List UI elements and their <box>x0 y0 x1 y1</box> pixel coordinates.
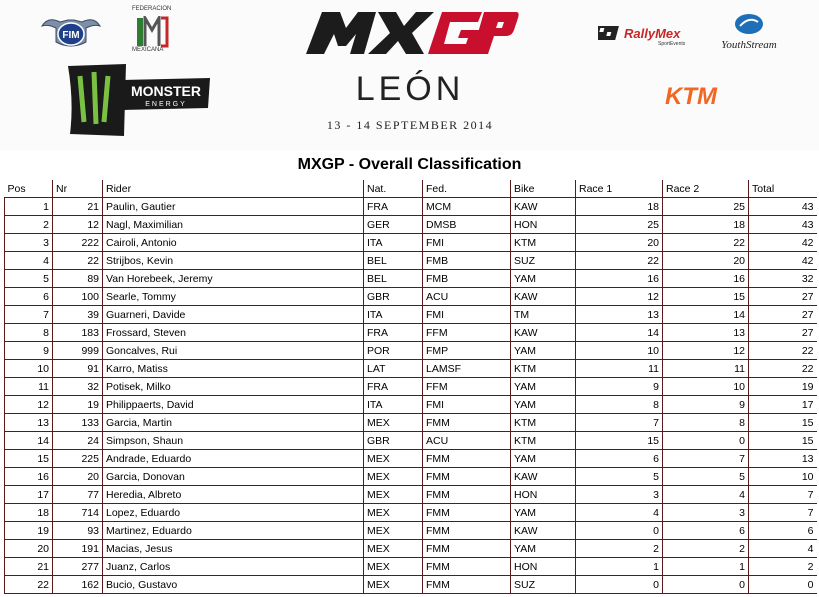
cell-pos: 19 <box>5 522 53 540</box>
page-title: MXGP - Overall Classification <box>297 156 522 173</box>
cell-total: 15 <box>749 432 817 450</box>
cell-rider: Strijbos, Kevin <box>103 252 364 270</box>
column-header-rider: Rider <box>103 180 364 198</box>
cell-total: 7 <box>749 486 817 504</box>
cell-race1: 13 <box>576 306 663 324</box>
cell-nat: GER <box>364 216 423 234</box>
cell-rider: Lopez, Eduardo <box>103 504 364 522</box>
cell-bike: YAM <box>511 504 576 522</box>
column-header-total: Total <box>749 180 817 198</box>
monster-logo-text: MONSTER <box>131 83 201 99</box>
cell-race2: 13 <box>663 324 749 342</box>
cell-race1: 10 <box>576 342 663 360</box>
cell-rider: Macias, Jesus <box>103 540 364 558</box>
cell-nr: 162 <box>53 576 103 594</box>
cell-rider: Searle, Tommy <box>103 288 364 306</box>
cell-race2: 12 <box>663 342 749 360</box>
cell-pos: 10 <box>5 360 53 378</box>
cell-pos: 2 <box>5 216 53 234</box>
ktm-logo <box>654 82 728 108</box>
cell-pos: 5 <box>5 270 53 288</box>
column-header-race2: Race 2 <box>663 180 749 198</box>
cell-race1: 18 <box>576 198 663 216</box>
cell-nr: 77 <box>53 486 103 504</box>
cell-rider: Garcia, Martin <box>103 414 364 432</box>
table-row <box>5 198 817 216</box>
cell-fed: MCM <box>423 198 511 216</box>
cell-fed: FMM <box>423 504 511 522</box>
cell-nat: POR <box>364 342 423 360</box>
cell-race1: 16 <box>576 270 663 288</box>
cell-total: 42 <box>749 252 817 270</box>
cell-total: 13 <box>749 450 817 468</box>
cell-nr: 183 <box>53 324 103 342</box>
cell-rider: Van Horebeek, Jeremy <box>103 270 364 288</box>
cell-fed: FMM <box>423 486 511 504</box>
cell-bike: YAM <box>511 450 576 468</box>
column-header-race1: Race 1 <box>576 180 663 198</box>
table-header-row <box>5 180 817 198</box>
cell-rider: Potisek, Milko <box>103 378 364 396</box>
fmm-logo <box>132 6 172 52</box>
cell-nat: LAT <box>364 360 423 378</box>
table-row <box>5 288 817 306</box>
cell-fed: FMB <box>423 270 511 288</box>
table-row <box>5 558 817 576</box>
cell-bike: KAW <box>511 288 576 306</box>
table-row <box>5 342 817 360</box>
cell-rider: Karro, Matiss <box>103 360 364 378</box>
cell-fed: FMM <box>423 540 511 558</box>
table-row <box>5 396 817 414</box>
cell-pos: 11 <box>5 378 53 396</box>
cell-race1: 5 <box>576 468 663 486</box>
cell-rider: Andrade, Eduardo <box>103 450 364 468</box>
cell-race1: 14 <box>576 324 663 342</box>
cell-race2: 10 <box>663 378 749 396</box>
cell-fed: FMI <box>423 306 511 324</box>
cell-pos: 21 <box>5 558 53 576</box>
table-row <box>5 576 817 594</box>
cell-bike: TM <box>511 306 576 324</box>
cell-race2: 8 <box>663 414 749 432</box>
cell-bike: KAW <box>511 198 576 216</box>
youthstream-logo-text: YouthStream <box>721 39 777 51</box>
rallymex-logo-sub: SportEvents <box>658 41 686 46</box>
cell-total: 10 <box>749 468 817 486</box>
monster-energy-logo <box>66 62 212 138</box>
table-row <box>5 360 817 378</box>
cell-bike: HON <box>511 486 576 504</box>
cell-pos: 3 <box>5 234 53 252</box>
cell-nat: MEX <box>364 522 423 540</box>
table-row <box>5 306 817 324</box>
cell-fed: FMM <box>423 468 511 486</box>
cell-total: 43 <box>749 216 817 234</box>
table-row <box>5 414 817 432</box>
cell-race1: 7 <box>576 414 663 432</box>
table-row <box>5 504 817 522</box>
cell-nat: MEX <box>364 468 423 486</box>
cell-race1: 1 <box>576 558 663 576</box>
cell-rider: Frossard, Steven <box>103 324 364 342</box>
column-header-nat: Nat. <box>364 180 423 198</box>
cell-race2: 2 <box>663 540 749 558</box>
monster-logo-sub: ENERGY <box>145 101 187 108</box>
cell-pos: 17 <box>5 486 53 504</box>
cell-nr: 21 <box>53 198 103 216</box>
cell-pos: 4 <box>5 252 53 270</box>
cell-nat: GBR <box>364 288 423 306</box>
cell-nat: MEX <box>364 576 423 594</box>
cell-race2: 0 <box>663 576 749 594</box>
cell-pos: 13 <box>5 414 53 432</box>
cell-rider: Philippaerts, David <box>103 396 364 414</box>
cell-rider: Simpson, Shaun <box>103 432 364 450</box>
cell-rider: Paulin, Gautier <box>103 198 364 216</box>
cell-nat: ITA <box>364 234 423 252</box>
cell-nr: 89 <box>53 270 103 288</box>
cell-pos: 22 <box>5 576 53 594</box>
cell-total: 7 <box>749 504 817 522</box>
cell-total: 27 <box>749 288 817 306</box>
cell-bike: YAM <box>511 378 576 396</box>
cell-nat: MEX <box>364 540 423 558</box>
fim-logo <box>40 14 102 50</box>
cell-nr: 19 <box>53 396 103 414</box>
cell-total: 19 <box>749 378 817 396</box>
rallymex-logo <box>598 22 694 46</box>
cell-nat: MEX <box>364 486 423 504</box>
table-row <box>5 540 817 558</box>
table-row <box>5 216 817 234</box>
cell-race2: 18 <box>663 216 749 234</box>
cell-race2: 1 <box>663 558 749 576</box>
cell-race1: 11 <box>576 360 663 378</box>
cell-race1: 12 <box>576 288 663 306</box>
ktm-logo-text: KTM <box>665 83 717 108</box>
cell-total: 43 <box>749 198 817 216</box>
table-row <box>5 324 817 342</box>
cell-total: 0 <box>749 576 817 594</box>
fmm-logo-top-text: FEDERACION <box>132 6 172 12</box>
cell-pos: 9 <box>5 342 53 360</box>
event-name: LEÓN <box>355 70 465 108</box>
cell-race2: 11 <box>663 360 749 378</box>
cell-bike: KTM <box>511 432 576 450</box>
cell-rider: Goncalves, Rui <box>103 342 364 360</box>
cell-race2: 22 <box>663 234 749 252</box>
cell-nr: 93 <box>53 522 103 540</box>
cell-pos: 16 <box>5 468 53 486</box>
cell-bike: KAW <box>511 468 576 486</box>
cell-race1: 6 <box>576 450 663 468</box>
rallymex-logo-text: RallyMex <box>624 26 681 41</box>
cell-race1: 20 <box>576 234 663 252</box>
cell-pos: 6 <box>5 288 53 306</box>
cell-race1: 3 <box>576 486 663 504</box>
cell-fed: FMI <box>423 234 511 252</box>
table-row <box>5 522 817 540</box>
cell-nat: MEX <box>364 414 423 432</box>
cell-rider: Garcia, Donovan <box>103 468 364 486</box>
cell-fed: LAMSF <box>423 360 511 378</box>
classification-table <box>4 180 817 594</box>
cell-pos: 18 <box>5 504 53 522</box>
cell-fed: FMP <box>423 342 511 360</box>
cell-nr: 32 <box>53 378 103 396</box>
cell-nr: 100 <box>53 288 103 306</box>
cell-race2: 7 <box>663 450 749 468</box>
cell-nat: GBR <box>364 432 423 450</box>
cell-nr: 91 <box>53 360 103 378</box>
cell-bike: KAW <box>511 324 576 342</box>
cell-race1: 9 <box>576 378 663 396</box>
cell-race1: 4 <box>576 504 663 522</box>
cell-total: 27 <box>749 306 817 324</box>
table-row <box>5 252 817 270</box>
cell-bike: SUZ <box>511 252 576 270</box>
cell-nat: ITA <box>364 396 423 414</box>
cell-rider: Martinez, Eduardo <box>103 522 364 540</box>
table-row <box>5 450 817 468</box>
cell-fed: FMM <box>423 414 511 432</box>
cell-race2: 6 <box>663 522 749 540</box>
cell-total: 22 <box>749 360 817 378</box>
cell-nr: 22 <box>53 252 103 270</box>
cell-nat: ITA <box>364 306 423 324</box>
cell-pos: 7 <box>5 306 53 324</box>
cell-total: 2 <box>749 558 817 576</box>
cell-race2: 20 <box>663 252 749 270</box>
cell-race1: 15 <box>576 432 663 450</box>
cell-pos: 20 <box>5 540 53 558</box>
cell-bike: HON <box>511 558 576 576</box>
cell-total: 6 <box>749 522 817 540</box>
cell-fed: DMSB <box>423 216 511 234</box>
fmm-logo-bottom-text: MEXICANA <box>132 47 164 53</box>
cell-race2: 5 <box>663 468 749 486</box>
table-body <box>5 198 817 594</box>
cell-nat: FRA <box>364 198 423 216</box>
cell-total: 4 <box>749 540 817 558</box>
cell-rider: Nagl, Maximilian <box>103 216 364 234</box>
cell-nr: 714 <box>53 504 103 522</box>
cell-fed: FMM <box>423 450 511 468</box>
cell-nat: MEX <box>364 504 423 522</box>
column-header-bike: Bike <box>511 180 576 198</box>
cell-fed: FMB <box>423 252 511 270</box>
cell-nat: FRA <box>364 324 423 342</box>
cell-fed: FFM <box>423 378 511 396</box>
column-header-pos: Pos <box>5 180 53 198</box>
cell-fed: ACU <box>423 288 511 306</box>
cell-race1: 2 <box>576 540 663 558</box>
cell-bike: KAW <box>511 522 576 540</box>
cell-race2: 25 <box>663 198 749 216</box>
table-row <box>5 468 817 486</box>
cell-nat: MEX <box>364 558 423 576</box>
cell-race1: 22 <box>576 252 663 270</box>
cell-fed: FFM <box>423 324 511 342</box>
cell-bike: YAM <box>511 396 576 414</box>
cell-bike: KTM <box>511 360 576 378</box>
cell-bike: SUZ <box>511 576 576 594</box>
cell-nr: 12 <box>53 216 103 234</box>
cell-rider: Bucio, Gustavo <box>103 576 364 594</box>
cell-race2: 9 <box>663 396 749 414</box>
table-row <box>5 486 817 504</box>
cell-nr: 24 <box>53 432 103 450</box>
cell-bike: KTM <box>511 414 576 432</box>
cell-bike: YAM <box>511 270 576 288</box>
cell-total: 42 <box>749 234 817 252</box>
cell-pos: 8 <box>5 324 53 342</box>
cell-total: 27 <box>749 324 817 342</box>
cell-nat: MEX <box>364 450 423 468</box>
cell-race2: 0 <box>663 432 749 450</box>
cell-nr: 222 <box>53 234 103 252</box>
cell-rider: Juanz, Carlos <box>103 558 364 576</box>
cell-nr: 133 <box>53 414 103 432</box>
cell-race1: 25 <box>576 216 663 234</box>
cell-rider: Guarneri, Davide <box>103 306 364 324</box>
cell-race1: 8 <box>576 396 663 414</box>
cell-total: 22 <box>749 342 817 360</box>
cell-race2: 3 <box>663 504 749 522</box>
cell-nr: 225 <box>53 450 103 468</box>
cell-total: 15 <box>749 414 817 432</box>
table-row <box>5 270 817 288</box>
cell-bike: YAM <box>511 540 576 558</box>
cell-rider: Cairoli, Antonio <box>103 234 364 252</box>
cell-pos: 15 <box>5 450 53 468</box>
column-header-nr: Nr <box>53 180 103 198</box>
column-header-fed: Fed. <box>423 180 511 198</box>
mxgp-logo <box>300 6 520 58</box>
cell-fed: FMM <box>423 558 511 576</box>
cell-pos: 1 <box>5 198 53 216</box>
cell-race2: 15 <box>663 288 749 306</box>
cell-bike: YAM <box>511 342 576 360</box>
table-row <box>5 432 817 450</box>
cell-nat: BEL <box>364 270 423 288</box>
cell-pos: 14 <box>5 432 53 450</box>
cell-nr: 999 <box>53 342 103 360</box>
cell-fed: FMM <box>423 522 511 540</box>
cell-race1: 0 <box>576 576 663 594</box>
cell-nat: BEL <box>364 252 423 270</box>
event-dates: 13 - 14 SEPTEMBER 2014 <box>326 118 494 132</box>
cell-nr: 39 <box>53 306 103 324</box>
table-row <box>5 234 817 252</box>
cell-pos: 12 <box>5 396 53 414</box>
cell-bike: KTM <box>511 234 576 252</box>
cell-nr: 191 <box>53 540 103 558</box>
header-banner <box>0 0 819 150</box>
cell-fed: FMI <box>423 396 511 414</box>
youthstream-logo <box>712 12 786 56</box>
cell-nr: 20 <box>53 468 103 486</box>
cell-race2: 14 <box>663 306 749 324</box>
cell-nat: FRA <box>364 378 423 396</box>
cell-total: 17 <box>749 396 817 414</box>
cell-fed: ACU <box>423 432 511 450</box>
fim-logo-text: FIM <box>62 30 80 41</box>
cell-race2: 4 <box>663 486 749 504</box>
cell-total: 32 <box>749 270 817 288</box>
cell-bike: HON <box>511 216 576 234</box>
cell-race1: 0 <box>576 522 663 540</box>
cell-nr: 277 <box>53 558 103 576</box>
cell-rider: Heredia, Albreto <box>103 486 364 504</box>
cell-fed: FMM <box>423 576 511 594</box>
cell-race2: 16 <box>663 270 749 288</box>
table-row <box>5 378 817 396</box>
